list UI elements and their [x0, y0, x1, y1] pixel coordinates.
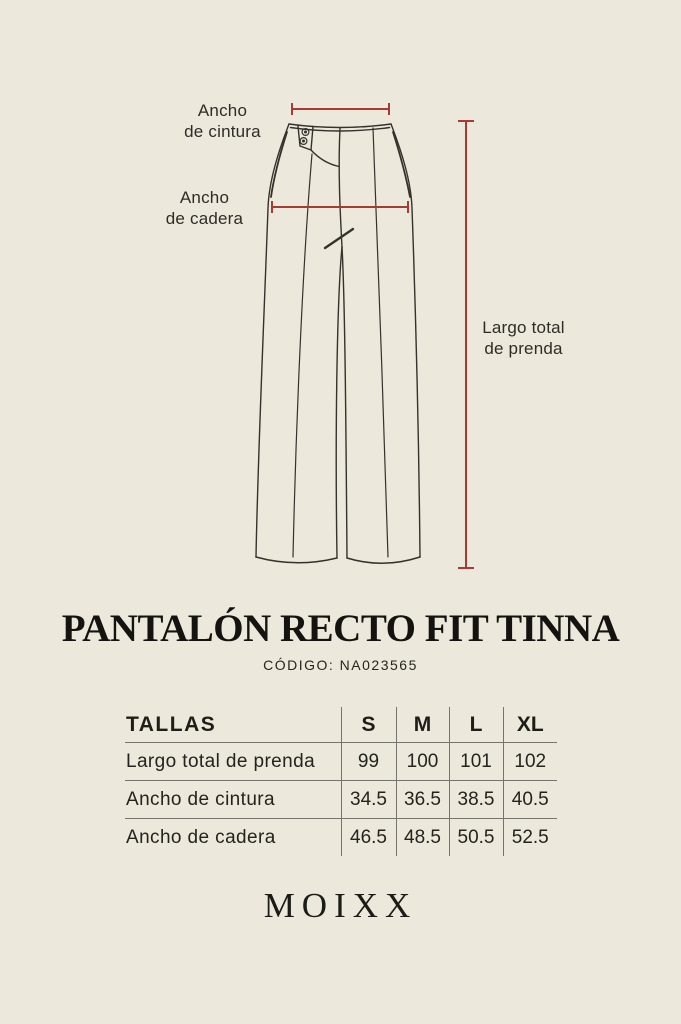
right-outseam [391, 124, 420, 557]
size-value: 99 [341, 743, 396, 781]
product-code: CÓDIGO: NA023565 [263, 657, 418, 673]
size-table-header-row [125, 707, 557, 743]
size-value: 50.5 [449, 819, 503, 857]
left-crease-line [293, 154, 312, 557]
right-pocket-line [393, 132, 410, 197]
waist-width-label-line2: de cintura [184, 122, 261, 141]
right-hem [347, 557, 420, 563]
waist-width-label-line1: Ancho [197, 101, 248, 120]
hip-width-label [134, 187, 275, 229]
waistband-top-edge [289, 124, 391, 128]
right-inseam [342, 247, 347, 558]
right-crease-line [373, 128, 388, 557]
left-hem [256, 557, 337, 563]
size-column-header-s: S [341, 707, 396, 743]
center-front-seam [339, 128, 342, 247]
size-column-header-xl: XL [503, 707, 557, 743]
total-length-label-line1: Largo total [482, 318, 565, 337]
size-value: 101 [449, 743, 503, 781]
table-row-waist-width [125, 781, 557, 819]
size-value: 38.5 [449, 781, 503, 819]
button-dot [303, 140, 305, 142]
total-length-label-line2: de prenda [484, 339, 563, 358]
waist-width-label [150, 100, 295, 142]
size-value: 36.5 [396, 781, 449, 819]
fly-slash-mark [325, 229, 353, 248]
size-value: 52.5 [503, 819, 557, 857]
measurement-lines [272, 103, 474, 568]
size-column-header-l: L [449, 707, 503, 743]
size-value: 46.5 [341, 819, 396, 857]
size-table [125, 707, 557, 856]
table-row-total-length [125, 743, 557, 781]
size-value: 40.5 [503, 781, 557, 819]
size-value: 100 [396, 743, 449, 781]
size-value: 48.5 [396, 819, 449, 857]
table-row-hip-width [125, 819, 557, 857]
hip-width-label-line1: Ancho [179, 188, 230, 207]
waist-measure-line [292, 103, 389, 115]
button-dot [305, 131, 307, 133]
size-column-header-m: M [396, 707, 449, 743]
size-value: 102 [503, 743, 557, 781]
brand-logo: MOIXX [263, 886, 418, 925]
placket-curve [311, 150, 339, 167]
row-label: Largo total de prenda [125, 743, 341, 781]
waistband-buttons [300, 129, 309, 145]
total-length-label [453, 317, 594, 359]
page-title: PANTALÓN RECTO FIT TINNA [61, 607, 620, 650]
row-label: Ancho de cintura [125, 781, 341, 819]
row-label: Ancho de cadera [126, 826, 276, 848]
left-inseam [336, 247, 342, 558]
sizes-header-label: TALLAS [125, 707, 341, 743]
pants-outline [256, 124, 420, 563]
size-value: 34.5 [341, 781, 396, 819]
hip-width-label-line2: de cadera [165, 209, 244, 228]
